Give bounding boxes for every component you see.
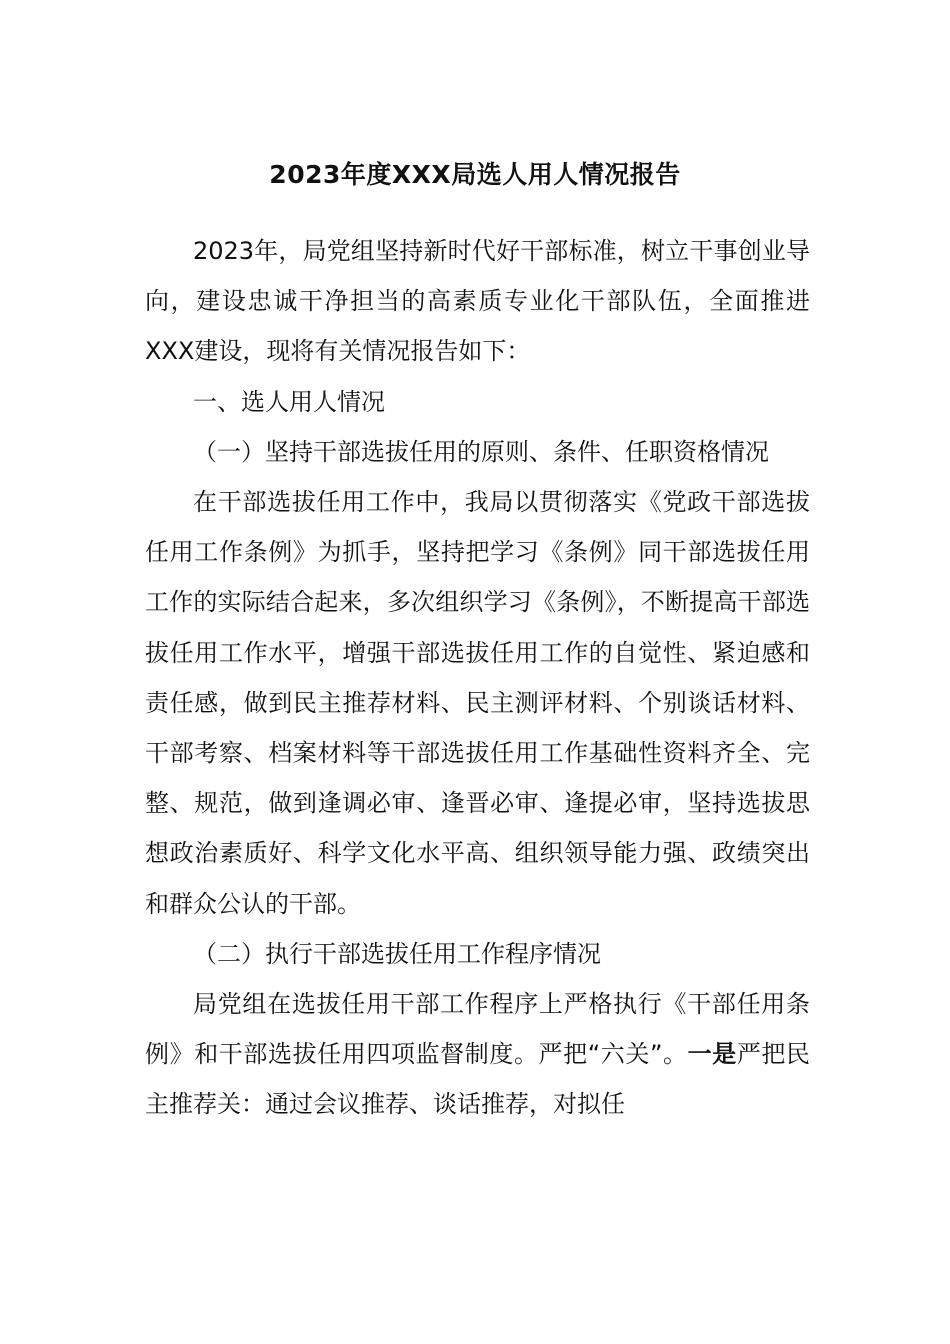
bold-lead-text: 一是 [687,1040,737,1069]
subsection-heading-2: （二）执行干部选拔任用工作程序情况 [193,939,601,968]
intro-paragraph: 2023年，局党组坚持新时代好干部标准，树立干事创业导向，建设忠诚干净担当的高素质专业化干部队伍，全面推进XXX建设，现将有关情况报告如下： [145,237,810,366]
body-paragraph-1: 在干部选拔任用工作中，我局以贯彻落实《党政干部选拔任用工作条例》为抓手，坚持把学习《条例》同干部选拔任用工作的实际结合起来，多次组织学习《条例》，不断提高干部选拔任用工作水平，增强干部选拔任用工作的自觉性、紧迫感和责任感，做到民主推荐材料、民主测评材料、个别谈话材料、干部考察、档案材料等干部选拔任用工作基础性资料齐全、完整、规范，做到逢调必审、逢晋必审、逢提必审，坚持选拔思想政治素质好、科学文化水平高、组织领导能力强、政绩突出和群众公认的干部。 [145,488,810,918]
body-paragraph-2-text: 局党组在选拔任用干部工作程序上严格执行《干部任用条例》和干部选拔任用四项监督制度。严把“六关”。 [145,990,810,1069]
body-paragraph-2 [145,979,810,1130]
page-title: 2023年度XXX局选人用人情况报告 [269,160,681,189]
section-heading: 一、选人用人情况 [193,387,385,416]
subsection-heading-1: （一）坚持干部选拔任用的原则、条件、任职资格情况 [193,437,769,466]
document-body [145,226,810,1130]
body-paragraph-2-continuation: 严把民主推荐关：通过会议推荐、谈话推荐，对拟任 [145,1040,811,1119]
